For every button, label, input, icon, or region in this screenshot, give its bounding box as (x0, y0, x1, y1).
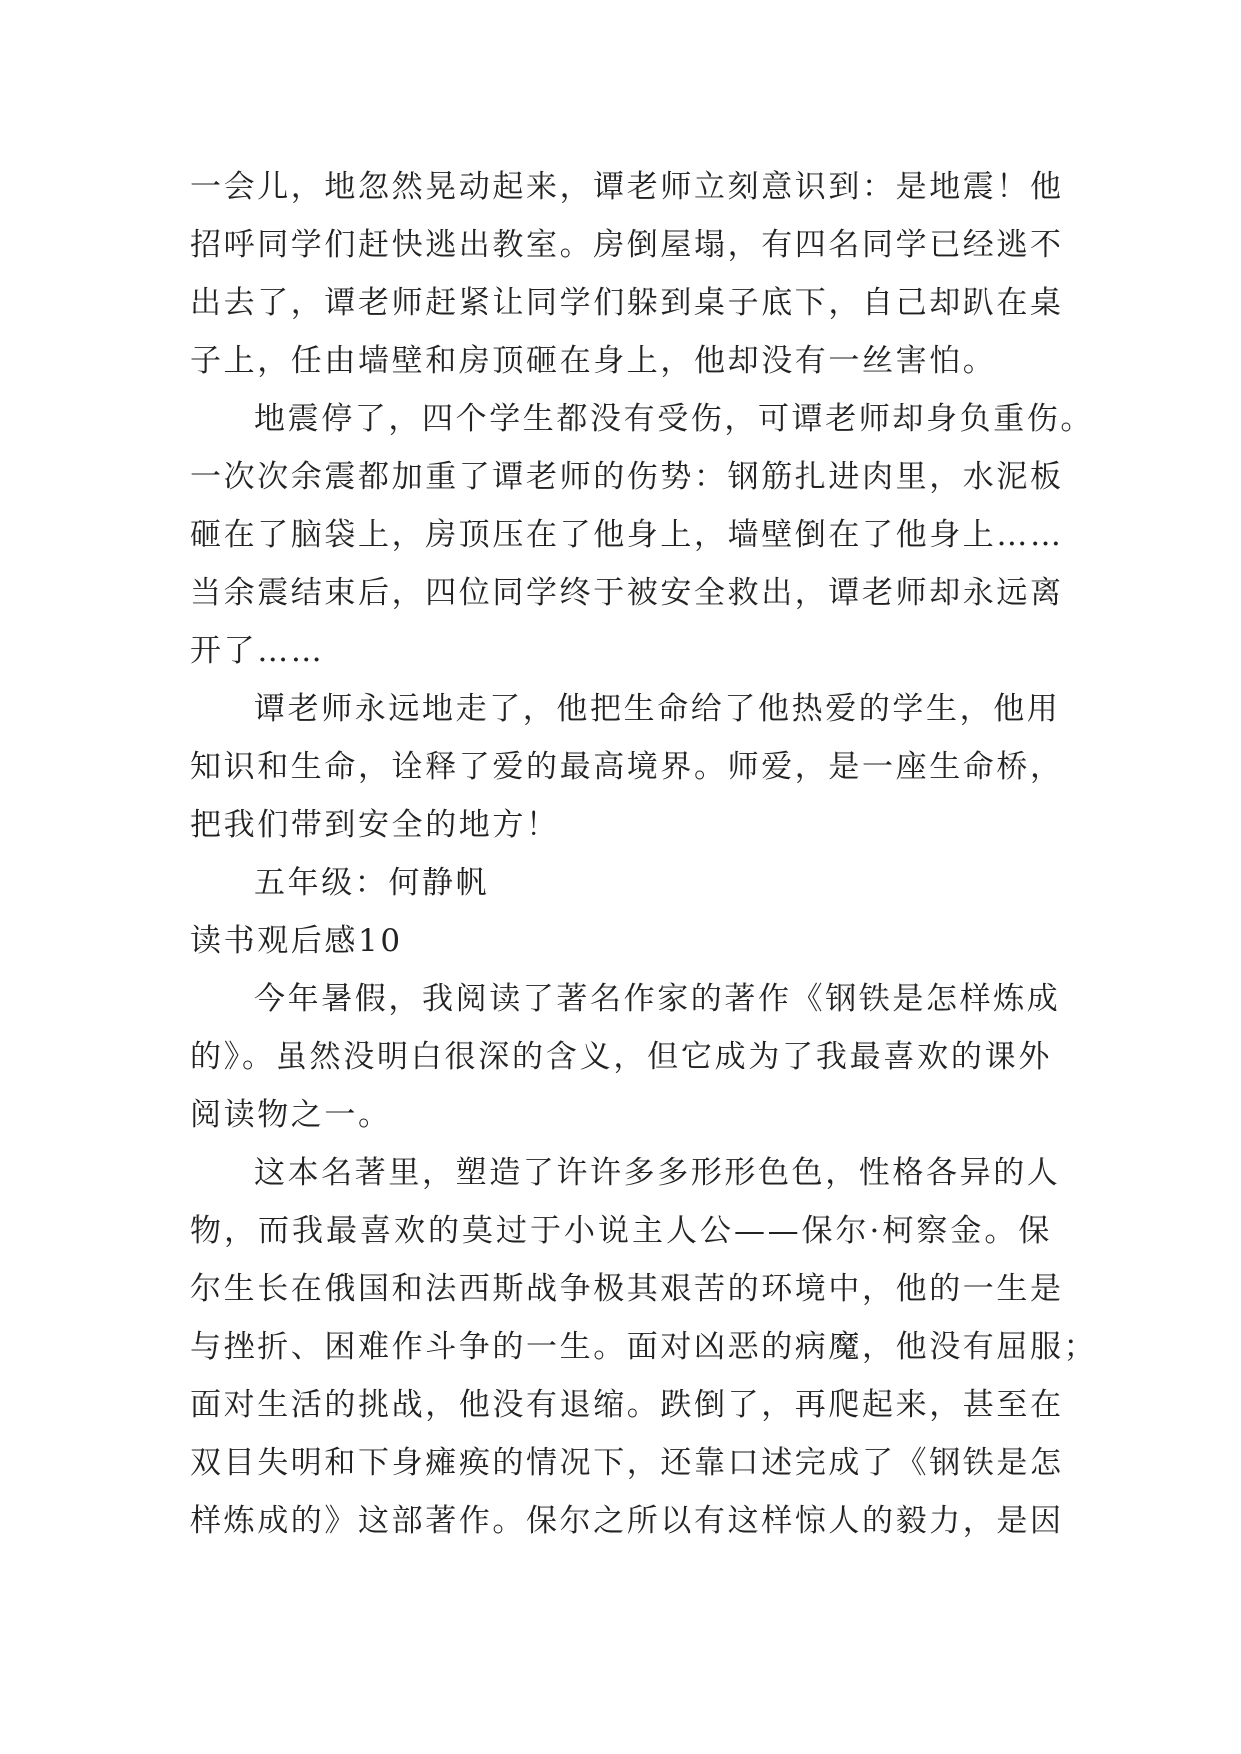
text-line: 谭老师永远地走了，他把生命给了他热爱的学生，他用 (254, 691, 1061, 727)
section-title: 读书观后感10 (190, 923, 403, 959)
text-line: 尔生长在俄国和法西斯战争极其艰苦的环境中，他的一生是 (190, 1271, 1064, 1307)
paragraph-paul (190, 1144, 1098, 1550)
paragraph-earthquake (190, 158, 1064, 390)
paragraph-aftershock (190, 390, 1094, 680)
paragraph-teacher-love (190, 680, 1064, 854)
author-text: 五年级：何静帆 (254, 865, 490, 901)
section-heading (190, 912, 1052, 970)
text-line: 样炼成的》这部著作。保尔之所以有这样惊人的毅力，是因 (190, 1503, 1064, 1539)
text-line: 一次次余震都加重了谭老师的伤势：钢筋扎进肉里，水泥板 (190, 459, 1064, 495)
text-line: 出去了，谭老师赶紧让同学们躲到桌子底下，自己却趴在桌 (190, 285, 1064, 321)
text-line: 的》。虽然没明白很深的含义，但它成为了我最喜欢的课外 (190, 1039, 1052, 1075)
text-line: 双目失明和下身瘫痪的情况下，还靠口述完成了《钢铁是怎 (190, 1445, 1064, 1481)
text-line: 把我们带到安全的地方！ (190, 807, 560, 843)
text-line: 开了…… (190, 633, 325, 669)
text-line: 这本名著里，塑造了许许多多形形色色，性格各异的人 (254, 1155, 1061, 1191)
text-line: 与挫折、困难作斗争的一生。面对凶恶的病魔，他没有屈服； (190, 1329, 1098, 1365)
text-line: 阅读物之一。 (190, 1097, 392, 1133)
text-line: 砸在了脑袋上，房顶压在了他身上，墙壁倒在了他身上…… (190, 517, 1064, 553)
text-line: 子上，任由墙壁和房顶砸在身上，他却没有一丝害怕。 (190, 343, 997, 379)
text-line: 知识和生命，诠释了爱的最高境界。师爱，是一座生命桥， (190, 749, 1064, 785)
text-line: 一会儿，地忽然晃动起来，谭老师立刻意识到：是地震！他 (190, 169, 1064, 205)
text-line: 今年暑假，我阅读了著名作家的著作《钢铁是怎样炼成 (254, 981, 1061, 1017)
document-body (190, 158, 1098, 1550)
text-line: 当余震结束后，四位同学终于被安全救出，谭老师却永远离 (190, 575, 1064, 611)
paragraph-summer-reading (190, 970, 1061, 1144)
text-line: 地震停了，四个学生都没有受伤，可谭老师却身负重伤。 (254, 401, 1094, 437)
text-line: 物，而我最喜欢的莫过于小说主人公——保尔·柯察金。保 (190, 1213, 1052, 1249)
text-line: 招呼同学们赶快逃出教室。房倒屋塌，有四名同学已经逃不 (190, 227, 1064, 263)
text-line: 面对生活的挑战，他没有退缩。跌倒了，再爬起来，甚至在 (190, 1387, 1064, 1423)
author-line (190, 854, 1052, 912)
